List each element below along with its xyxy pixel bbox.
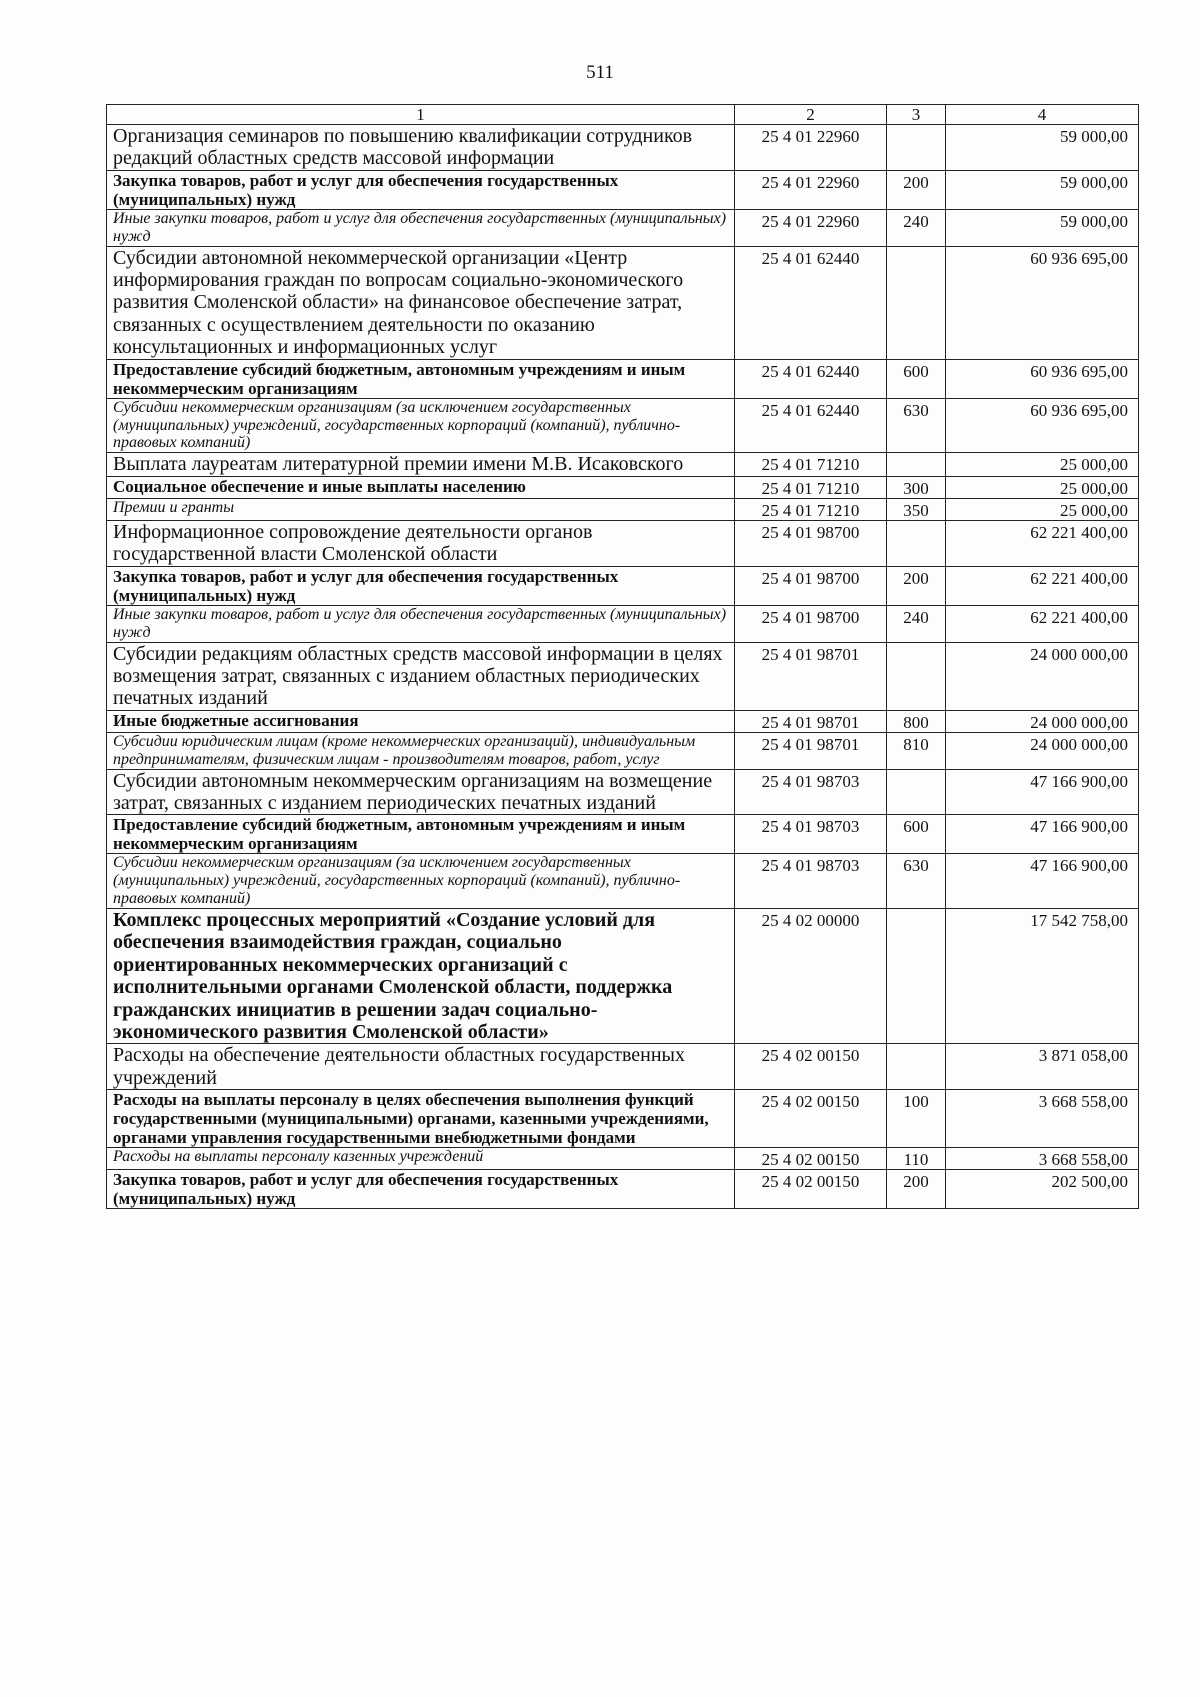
row-amount-cell: 60 936 695,00 (946, 398, 1139, 453)
row-amount-cell: 60 936 695,00 (946, 246, 1139, 359)
row-code-cell: 25 4 02 00150 (735, 1044, 887, 1090)
table-row (107, 642, 1139, 710)
table-row (107, 359, 1139, 398)
table-row (107, 476, 1139, 498)
row-name-cell: Закупка товаров, работ и услуг для обеспечения государственных (муниципальных) нужд (107, 566, 735, 605)
row-amount-cell: 25 000,00 (946, 476, 1139, 498)
header-cell: 1 (107, 105, 735, 125)
row-type-cell: 200 (887, 1170, 946, 1209)
row-code-cell: 25 4 01 71210 (735, 498, 887, 520)
row-amount-cell: 3 871 058,00 (946, 1044, 1139, 1090)
table-row (107, 520, 1139, 566)
row-amount-cell: 60 936 695,00 (946, 359, 1139, 398)
header-cell: 3 (887, 105, 946, 125)
table-row (107, 1044, 1139, 1090)
row-code-cell: 25 4 01 98703 (735, 769, 887, 815)
row-type-cell: 200 (887, 566, 946, 605)
row-name-cell: Субсидии некоммерческим организациям (за исключением государственных (муниципальных) учреждений, государственных корпораций (компаний), публично-правовых компаний) (107, 398, 735, 453)
row-code-cell: 25 4 01 22960 (735, 125, 887, 171)
row-amount-cell: 47 166 900,00 (946, 769, 1139, 815)
table-row (107, 1148, 1139, 1170)
row-code-cell: 25 4 01 98700 (735, 605, 887, 642)
row-amount-cell: 17 542 758,00 (946, 909, 1139, 1044)
row-code-cell: 25 4 01 98703 (735, 815, 887, 854)
table-body (107, 105, 1139, 1209)
table-row (107, 769, 1139, 815)
row-code-cell: 25 4 01 62440 (735, 246, 887, 359)
row-type-cell (887, 125, 946, 171)
table-row (107, 398, 1139, 453)
row-name-cell: Расходы на обеспечение деятельности областных государственных учреждений (107, 1044, 735, 1090)
row-type-cell: 800 (887, 710, 946, 732)
row-amount-cell: 3 668 558,00 (946, 1090, 1139, 1148)
row-type-cell (887, 769, 946, 815)
row-amount-cell: 47 166 900,00 (946, 815, 1139, 854)
row-amount-cell: 59 000,00 (946, 125, 1139, 171)
row-type-cell: 630 (887, 854, 946, 909)
row-amount-cell: 47 166 900,00 (946, 854, 1139, 909)
row-amount-cell: 59 000,00 (946, 170, 1139, 209)
header-cell: 4 (946, 105, 1139, 125)
row-code-cell: 25 4 01 62440 (735, 359, 887, 398)
row-type-cell: 810 (887, 732, 946, 769)
row-name-cell: Субсидии некоммерческим организациям (за исключением государственных (муниципальных) учреждений, государственных корпораций (компаний), публично-правовых компаний) (107, 854, 735, 909)
row-amount-cell: 62 221 400,00 (946, 605, 1139, 642)
table-row (107, 453, 1139, 476)
row-name-cell: Выплата лауреатам литературной премии имени М.В. Исаковского (107, 453, 735, 476)
row-amount-cell: 24 000 000,00 (946, 642, 1139, 710)
row-code-cell: 25 4 01 62440 (735, 398, 887, 453)
row-name-cell: Расходы на выплаты персоналу в целях обеспечения выполнения функций государственными (муниципальными) органами, казенными учреждениями, органами управления государственными внебюджетными фондами (107, 1090, 735, 1148)
row-type-cell: 300 (887, 476, 946, 498)
row-name-cell: Иные закупки товаров, работ и услуг для обеспечения государственных (муниципальных) нужд (107, 605, 735, 642)
budget-table (106, 104, 1139, 1209)
row-type-cell: 350 (887, 498, 946, 520)
row-name-cell: Субсидии редакциям областных средств массовой информации в целях возмещения затрат, связанных с изданием областных периодических печатных изданий (107, 642, 735, 710)
row-type-cell: 600 (887, 359, 946, 398)
row-code-cell: 25 4 01 71210 (735, 453, 887, 476)
row-code-cell: 25 4 01 22960 (735, 170, 887, 209)
row-name-cell: Предоставление субсидий бюджетным, автономным учреждениям и иным некоммерческим организациям (107, 359, 735, 398)
table-row (107, 732, 1139, 769)
row-type-cell: 630 (887, 398, 946, 453)
row-code-cell: 25 4 02 00000 (735, 909, 887, 1044)
row-name-cell: Закупка товаров, работ и услуг для обеспечения государственных (муниципальных) нужд (107, 170, 735, 209)
row-amount-cell: 62 221 400,00 (946, 566, 1139, 605)
table-row (107, 566, 1139, 605)
row-name-cell: Субсидии автономной некоммерческой организации «Центр информирования граждан по вопросам социально-экономического развития Смоленской области» на финансовое обеспечение затрат, связанных с осуществлением деятельности по оказанию консультационных и информационных услуг (107, 246, 735, 359)
row-amount-cell: 25 000,00 (946, 498, 1139, 520)
row-code-cell: 25 4 01 98703 (735, 854, 887, 909)
row-code-cell: 25 4 01 98700 (735, 520, 887, 566)
row-type-cell: 110 (887, 1148, 946, 1170)
row-amount-cell: 25 000,00 (946, 453, 1139, 476)
row-name-cell: Социальное обеспечение и иные выплаты населению (107, 476, 735, 498)
row-type-cell: 200 (887, 170, 946, 209)
row-amount-cell: 3 668 558,00 (946, 1148, 1139, 1170)
row-name-cell: Комплекс процессных мероприятий «Создание условий для обеспечения взаимодействия граждан, социально ориентированных некоммерческих организаций с исполнительными органами Смоленской области, поддержка гражданских инициатив в решении задач социально-экономического развития Смоленской области» (107, 909, 735, 1044)
table-row (107, 125, 1139, 171)
table-row (107, 209, 1139, 246)
row-name-cell: Иные бюджетные ассигнования (107, 710, 735, 732)
row-code-cell: 25 4 02 00150 (735, 1090, 887, 1148)
row-code-cell: 25 4 01 71210 (735, 476, 887, 498)
page-number: 511 (586, 62, 614, 83)
table-row (107, 498, 1139, 520)
table-row (107, 710, 1139, 732)
row-name-cell: Субсидии юридическим лицам (кроме некоммерческих организаций), индивидуальным предпринимателям, физическим лицам - производителям товаров, работ, услуг (107, 732, 735, 769)
row-type-cell (887, 642, 946, 710)
row-type-cell (887, 520, 946, 566)
row-code-cell: 25 4 01 98701 (735, 710, 887, 732)
row-name-cell: Информационное сопровождение деятельности органов государственной власти Смоленской области (107, 520, 735, 566)
table-row (107, 246, 1139, 359)
row-type-cell (887, 246, 946, 359)
row-amount-cell: 59 000,00 (946, 209, 1139, 246)
row-name-cell: Субсидии автономным некоммерческим организациям на возмещение затрат, связанных с изданием периодических печатных изданий (107, 769, 735, 815)
row-name-cell: Организация семинаров по повышению квалификации сотрудников редакций областных средств массовой информации (107, 125, 735, 171)
header-row (107, 105, 1139, 125)
row-name-cell: Предоставление субсидий бюджетным, автономным учреждениям и иным некоммерческим организациям (107, 815, 735, 854)
row-type-cell: 240 (887, 605, 946, 642)
row-amount-cell: 202 500,00 (946, 1170, 1139, 1209)
row-name-cell: Закупка товаров, работ и услуг для обеспечения государственных (муниципальных) нужд (107, 1170, 735, 1209)
header-cell: 2 (735, 105, 887, 125)
row-amount-cell: 24 000 000,00 (946, 732, 1139, 769)
row-code-cell: 25 4 02 00150 (735, 1170, 887, 1209)
row-code-cell: 25 4 01 98700 (735, 566, 887, 605)
table-row (107, 815, 1139, 854)
table-row (107, 170, 1139, 209)
row-amount-cell: 62 221 400,00 (946, 520, 1139, 566)
row-code-cell: 25 4 01 22960 (735, 209, 887, 246)
row-name-cell: Иные закупки товаров, работ и услуг для обеспечения государственных (муниципальных) нужд (107, 209, 735, 246)
row-name-cell: Премии и гранты (107, 498, 735, 520)
table-row (107, 1090, 1139, 1148)
row-type-cell (887, 909, 946, 1044)
table-row (107, 1170, 1139, 1209)
row-code-cell: 25 4 01 98701 (735, 642, 887, 710)
table-row (107, 854, 1139, 909)
row-type-cell: 100 (887, 1090, 946, 1148)
row-code-cell: 25 4 01 98701 (735, 732, 887, 769)
table-row (107, 605, 1139, 642)
row-type-cell (887, 453, 946, 476)
row-type-cell (887, 1044, 946, 1090)
row-name-cell: Расходы на выплаты персоналу казенных учреждений (107, 1148, 735, 1170)
row-type-cell: 600 (887, 815, 946, 854)
row-type-cell: 240 (887, 209, 946, 246)
row-code-cell: 25 4 02 00150 (735, 1148, 887, 1170)
table-row (107, 909, 1139, 1044)
row-amount-cell: 24 000 000,00 (946, 710, 1139, 732)
